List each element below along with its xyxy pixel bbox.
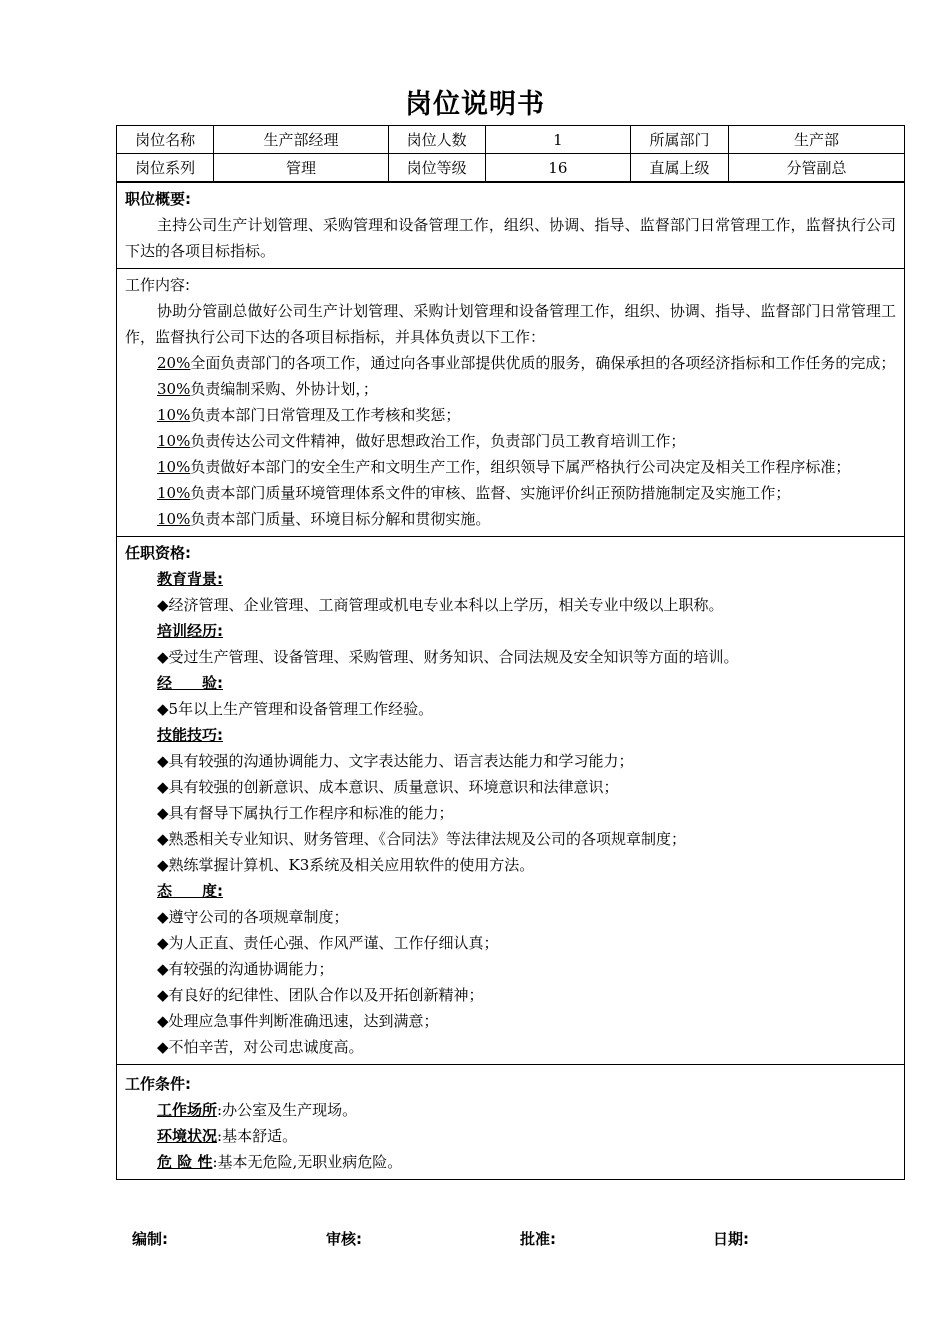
- attitude-item: ◆为人正直、责任心强、作风严谨、工作仔细认真；: [157, 934, 499, 952]
- value-superior: 分管副总: [728, 154, 904, 182]
- value-department: 生产部: [728, 126, 904, 154]
- education-item: ◆经济管理、企业管理、工商管理或机电专业本科以上学历，相关专业中级以上职称。: [157, 596, 724, 614]
- skill-item: ◆具有督导下属执行工作程序和标准的能力；: [157, 804, 454, 822]
- qualification-section: [117, 536, 904, 1064]
- conditions-section: [117, 1064, 904, 1179]
- work-item: [125, 376, 896, 402]
- work-item-pct: 10%: [157, 484, 191, 502]
- label-superior: 直属上级: [631, 154, 729, 182]
- value-post-name: 生产部经理: [214, 126, 389, 154]
- skill-item: ◆熟练掌握计算机、K3系统及相关应用软件的使用方法。: [157, 856, 535, 874]
- education-title: 教育背景:: [157, 570, 223, 588]
- work-item: [125, 480, 896, 506]
- attitude-item: ◆有较强的沟通协调能力；: [157, 960, 334, 978]
- approved-by-label: 批准:: [520, 1230, 556, 1248]
- work-item-pct: 10%: [157, 406, 191, 424]
- work-item-pct: 10%: [157, 458, 191, 476]
- skill-item: ◆具有较强的创新意识、成本意识、质量意识、环境意识和法律意识；: [157, 778, 619, 796]
- environment-label: 环境状况: [157, 1127, 218, 1145]
- work-item: [125, 350, 896, 376]
- value-headcount: 1: [485, 126, 631, 154]
- work-item-pct: 10%: [157, 432, 191, 450]
- condition-place: [125, 1097, 896, 1123]
- label-department: 所属部门: [631, 126, 729, 154]
- skill-item: ◆熟悉相关专业知识、财务管理、《合同法》等法律法规及公司的各项规章制度；: [157, 830, 687, 848]
- work-section: [117, 268, 904, 536]
- work-item-pct: 20%: [157, 354, 191, 372]
- value-post-series: 管理: [214, 154, 389, 182]
- work-item-text: 负责传达公司文件精神，做好思想政治工作，负责部门员工教育培训工作；: [190, 432, 686, 450]
- label-post-series: 岗位系列: [117, 154, 214, 182]
- experience-title: 经 验:: [157, 674, 223, 692]
- work-item-text: 全面负责部门的各项工作，通过向各事业部提供优质的服务，确保承担的各项经济指标和工作任务的完成；: [190, 354, 896, 372]
- attitude-title: 态 度:: [157, 882, 223, 900]
- work-item-text: 负责做好本部门的安全生产和文明生产工作，组织领导下属严格执行公司决定及相关工作程序标准；: [190, 458, 851, 476]
- reviewed-by-label: 审核:: [326, 1230, 362, 1248]
- place-value: :办公室及生产现场。: [217, 1101, 358, 1119]
- work-item: [125, 402, 896, 428]
- header-row: [117, 126, 904, 154]
- work-item-text: 负责本部门质量、环境目标分解和贯彻实施。: [190, 510, 491, 528]
- overview-heading: 职位概要:: [125, 190, 191, 208]
- work-item: [125, 428, 896, 454]
- work-item-pct: 10%: [157, 510, 191, 528]
- header-row: [117, 154, 904, 182]
- work-intro: 协助分管副总做好公司生产计划管理、采购计划管理和设备管理工作，组织、协调、指导、监督部门日常管理工作，监督执行公司下达的各项目标指标，并具体负责以下工作：: [125, 302, 896, 346]
- training-title: 培训经历:: [157, 622, 223, 640]
- training-item: ◆受过生产管理、设备管理、采购管理、财务知识、合同法规及安全知识等方面的培训。: [157, 648, 739, 666]
- work-item: [125, 506, 896, 532]
- experience-item: ◆5年以上生产管理和设备管理工作经验。: [157, 700, 434, 718]
- overview-section: [117, 182, 904, 268]
- work-heading: 工作内容:: [125, 276, 191, 294]
- attitude-item: ◆遵守公司的各项规章制度；: [157, 908, 349, 926]
- attitude-item: ◆处理应急事件判断准确迅速，达到满意；: [157, 1012, 439, 1030]
- page-title: 岗位说明书: [405, 89, 545, 120]
- work-item-text: 负责编制采购、外协计划，；: [190, 380, 378, 398]
- qualification-heading: 任职资格:: [125, 544, 191, 562]
- skills-title: 技能技巧:: [157, 726, 223, 744]
- overview-text: 主持公司生产计划管理、采购管理和设备管理工作，组织、协调、指导、监督部门日常管理工作，监督执行公司下达的各项目标指标。: [125, 216, 896, 260]
- job-description-sheet: [116, 125, 905, 1180]
- place-label: 工作场所: [157, 1101, 218, 1119]
- condition-risk: [125, 1149, 896, 1175]
- label-post-grade: 岗位等级: [388, 154, 485, 182]
- header-table: [117, 126, 904, 182]
- work-item-text: 负责本部门日常管理及工作考核和奖惩；: [190, 406, 461, 424]
- conditions-heading: 工作条件:: [125, 1075, 191, 1093]
- prepared-by-label: 编制:: [132, 1230, 168, 1248]
- condition-environment: [125, 1123, 896, 1149]
- risk-label: 危 险 性: [157, 1153, 213, 1171]
- work-item: [125, 454, 896, 480]
- value-post-grade: 16: [485, 154, 631, 182]
- label-headcount: 岗位人数: [388, 126, 485, 154]
- work-item-pct: 30%: [157, 380, 191, 398]
- skill-item: ◆具有较强的沟通协调能力、文字表达能力、语言表达能力和学习能力；: [157, 752, 634, 770]
- attitude-item: ◆有良好的纪律性、团队合作以及开拓创新精神；: [157, 986, 484, 1004]
- label-post-name: 岗位名称: [117, 126, 214, 154]
- work-item-text: 负责本部门质量环境管理体系文件的审核、监督、实施评价纠正预防措施制定及实施工作；: [190, 484, 791, 502]
- attitude-item: ◆不怕辛苦，对公司忠诚度高。: [157, 1038, 364, 1056]
- risk-value: :基本无危险,无职业病危险。: [212, 1153, 403, 1171]
- environment-value: :基本舒适。: [217, 1127, 298, 1145]
- date-label: 日期:: [713, 1230, 749, 1248]
